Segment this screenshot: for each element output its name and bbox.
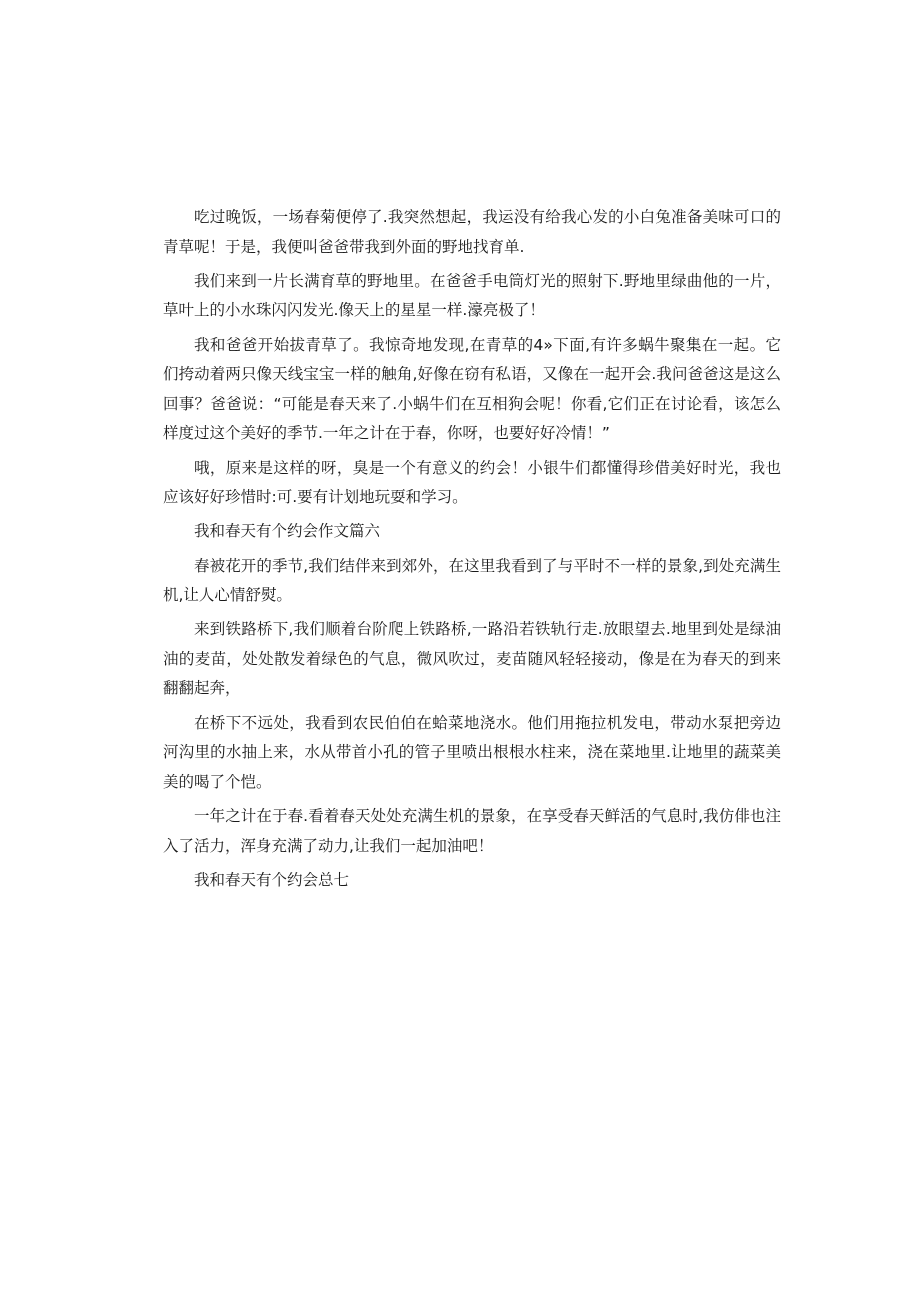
paragraph-5: 春被花开的季节,我们结伴来到郊外，在这里我看到了与平时不一样的景象,到处充满生机,让人心情舒熨。 (163, 556, 781, 605)
document-body (163, 203, 781, 900)
section-heading-6: 我和春天有个约会作文篇六 (194, 522, 381, 541)
section-heading-7: 我和春天有个约会总七 (194, 870, 350, 889)
paragraph-1: 吃过晚饭，一场春菊便停了.我突然想起，我运没有给我心发的小白兔准备美味可口的青草呢！于是，我便叫爸爸带我到外面的野地找育单. (163, 208, 781, 256)
paragraph-2: 我们来到一片长满育草的野地里。在爸爸手电筒灯光的照射下.野地里绿曲他的一片，草叶上的小水珠闪闪发光.像天上的星星一样.濠亮极了！ (163, 271, 781, 320)
paragraph-6: 来到铁路桥下,我们顺着台阶爬上铁路桥,一路沿若铁轨行走.放眼望去.地里到处是绿油油的麦苗，处处散发着绿色的气息，微风吹过，麦苗随风轻轻接动，像是在为春天的到来翻翻起奔， (163, 620, 781, 698)
paragraph-7: 在桥下不远处，我看到农民伯伯在蛤菜地浇水。他们用拖拉机发电，带动水泵把旁边河沟里的水抽上来，水从带首小孔的管子里喷出根根水柱来，浇在菜地里.让地里的蔬菜美美的喝了个恺。 (163, 713, 781, 791)
paragraph-3: 我和爸爸开始拔青草了。我惊奇地发现,在青草的4»下面,有许多蜗牛聚集在一起。它们挎动着两只像天线宝宝一样的触角,好像在窃有私语，又像在一起开会.我问爸爸这是这么回事？爸爸说：“可能是春天来了.小蜗牛们在互相狗会呢！你看,它们正在讨论看，该怎么样度过这个美好的季节.一年之计在于春，你呀，也要好好冷情！” (163, 335, 781, 443)
paragraph-8: 一年之计在于春.看着春天处处充满生机的景象，在享受春天鲜活的气息时,我仿俳也注入了活力，浑身充满了动力,让我们一起加油吧！ (163, 807, 781, 855)
paragraph-4: 哦，原来是这样的呀，臭是一个有意义的约会！小银牛们都懂得珍借美好时光，我也应该好好珍惜时:可.要有计划地玩耍和学习。 (163, 458, 781, 507)
